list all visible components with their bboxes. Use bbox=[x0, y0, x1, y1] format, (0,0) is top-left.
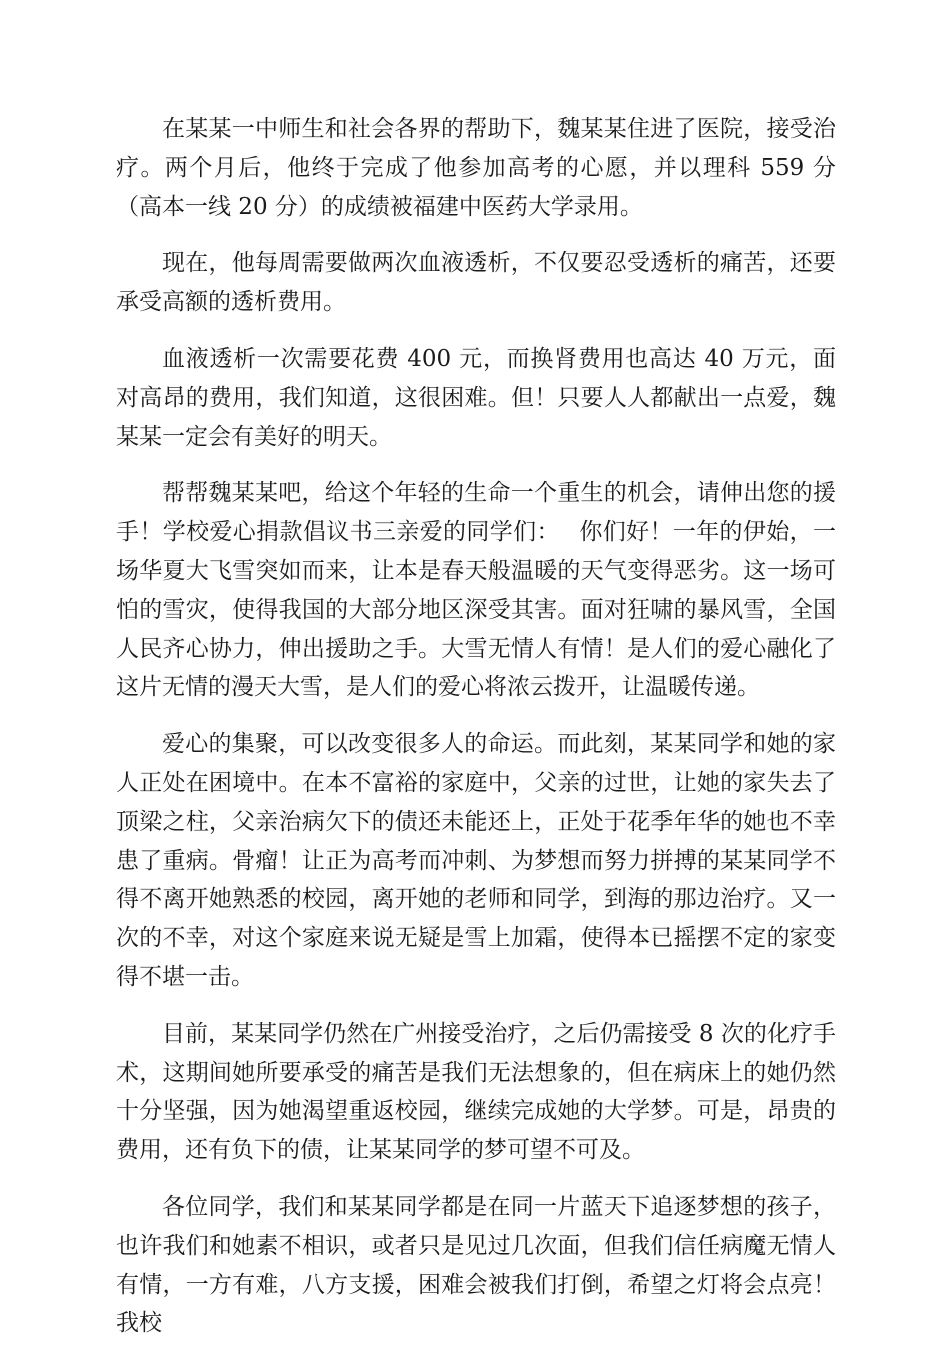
paragraph-5: 爱心的集聚，可以改变很多人的命运。而此刻，某某同学和她的家人正处在困境中。在本不富裕的家庭中，父亲的过世，让她的家失去了顶梁之柱，父亲治病欠下的债还未能还上，正处于花季年华的她也不幸患了重病。骨瘤！让正为高考而冲刺、为梦想而努力拼搏的某某同学不得不离开她熟悉的校园，离开她的老师和同学，到海的那边治疗。又一次的不幸，对这个家庭来说无疑是雪上加霜，使得本已摇摆不定的家变得不堪一击。 bbox=[116, 731, 836, 990]
paragraph-3: 血液透析一次需要花费 400 元，而换肾费用也高达 40 万元，面对高昂的费用，我们知道，这很困难。但！只要人人都献出一点爱，魏某某一定会有美好的明天。 bbox=[116, 345, 836, 450]
paragraph-7: 各位同学，我们和某某同学都是在同一片蓝天下追逐梦想的孩子，也许我们和她素不相识，或者只是见过几次面，但我们信任病魔无情人有情，一方有难，八方支援，困难会被我们打倒，希望之灯将会点亮！我校 bbox=[116, 1193, 836, 1337]
paragraph-1: 在某某一中师生和社会各界的帮助下，魏某某住进了医院，接受治疗。两个月后，他终于完成了他参加高考的心愿，并以理科 559 分（高本一线 20 分）的成绩被福建中医药大学录用。 bbox=[116, 116, 836, 220]
paragraph-6: 目前，某某同学仍然在广州接受治疗，之后仍需接受 8 次的化疗手术，这期间她所要承受的痛苦是我们无法想象的，但在病床上的她仍然十分坚强，因为她渴望重返校园，继续完成她的大学梦。可是，昂贵的费用，还有负下的债，让某某同学的梦可望不可及。 bbox=[116, 1020, 836, 1164]
paragraph-4: 帮帮魏某某吧，给这个年轻的生命一个重生的机会，请伸出您的援手！学校爱心捐款倡议书三亲爱的同学们： 你们好！一年的伊始，一场华夏大飞雪突如而来，让本是春天般温暖的天气变得恶劣。这一场可怕的雪灾，使得我国的大部分地区深受其害。面对狂啸的暴风雪，全国人民齐心协力，伸出援助之手。大雪无情人有情！是人们的爱心融化了这片无情的漫天大雪，是人们的爱心将浓云拨开，让温暖传递。 bbox=[116, 480, 836, 701]
document-body bbox=[116, 110, 836, 1361]
paragraph-2: 现在，他每周需要做两次血液透析，不仅要忍受透析的痛苦，还要承受高额的透析费用。 bbox=[116, 250, 836, 316]
